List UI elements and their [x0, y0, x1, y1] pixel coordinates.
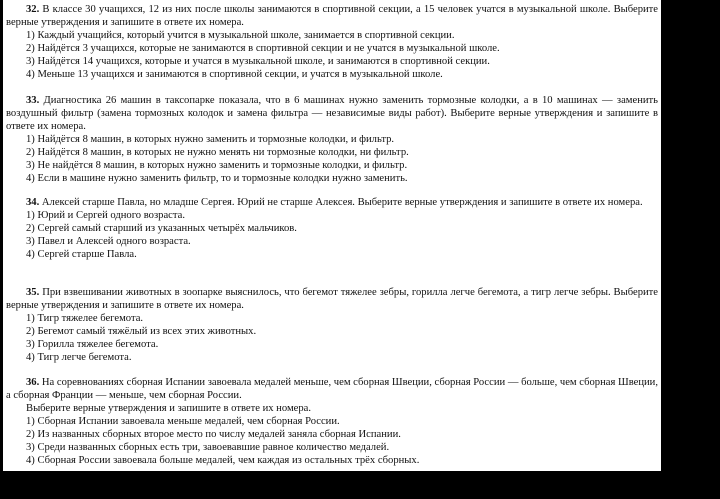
problem-text: Диагностика 26 машин в таксопарке показала, что в 6 машинах нужно заменить тормозные колодки, а в 10 машинах — заменить воздушный фильтр (замена тормозных колодок и замена фильтра — независимые виды работ). Выберите верные утверждения и запишите в ответе их номера. [6, 95, 658, 132]
problem-instruction: Выберите верные утверждения и запишите в ответе их номера. [26, 403, 311, 414]
problem-number: 34. [26, 197, 40, 208]
option: 3) Не найдётся 8 машин, в которых нужно заменить и тормозные колодки, и фильтр. [26, 160, 408, 171]
option: 2) Сергей самый старший из указанных четырёх мальчиков. [26, 223, 297, 234]
option: 2) Найдётся 3 учащихся, которые не занимаются в спортивной секции и не учатся в музыкальной школе. [26, 43, 500, 54]
option: 1) Юрий и Сергей одного возраста. [26, 210, 185, 221]
option: 4) Тигр легче бегемота. [26, 352, 132, 363]
option: 3) Горилла тяжелее бегемота. [26, 339, 159, 350]
option: 1) Найдётся 8 машин, в которых нужно заменить и тормозные колодки, и фильтр. [26, 134, 395, 145]
option: 4) Меньше 13 учащихся и занимаются в спортивной секции, и учатся в музыкальной школе. [26, 69, 443, 80]
problem-number: 32. [26, 4, 40, 15]
problem-number: 36. [26, 377, 40, 388]
option: 2) Найдётся 8 машин, в которых не нужно менять ни тормозные колодки, ни фильтр. [26, 147, 409, 158]
option: 3) Среди названных сборных есть три, завоевавшие равное количество медалей. [26, 442, 390, 453]
problem-36 [6, 376, 658, 467]
option: 4) Если в машине нужно заменить фильтр, то и тормозные колодки нужно заменить. [26, 173, 408, 184]
problem-35 [6, 286, 658, 364]
problem-text: В классе 30 учащихся, 12 из них после школы занимаются в спортивной секции, а 15 человек учатся в музыкальной школе. Выберите верные утверждения и запишите в ответе их номера. [6, 4, 658, 28]
problem-text: На соревнованиях сборная Испании завоевала медалей меньше, чем сборная Швеции, сборная России — больше, чем сборная Швеции, а сборная Франции — меньше, чем сборная России. [6, 377, 658, 401]
problem-text: Алексей старше Павла, но младше Сергея. Юрий не старше Алексея. Выберите верные утверждения и запишите в ответе их номера. [41, 197, 643, 208]
option: 1) Каждый учащийся, который учится в музыкальной школе, занимается в спортивной секции. [26, 30, 455, 41]
problem-text: При взвешивании животных в зоопарке выяснилось, что бегемот тяжелее зебры, горилла легче бегемота, а тигр легче зебры. Выберите верные утверждения и запишите в ответе их номера. [6, 287, 658, 311]
option: 4) Сборная России завоевала больше медалей, чем каждая из остальных трёх сборных. [26, 455, 420, 466]
problem-32 [6, 3, 658, 81]
option: 1) Сборная Испании завоевала меньше медалей, чем сборная России. [26, 416, 340, 427]
problem-number: 33. [26, 95, 40, 106]
viewer-background [661, 0, 720, 471]
option: 3) Павел и Алексей одного возраста. [26, 236, 191, 247]
worksheet-page [3, 0, 661, 471]
option: 3) Найдётся 14 учащихся, которые и учатся в музыкальной школе, и занимаются в спортивной секции. [26, 56, 490, 67]
problem-34 [6, 196, 658, 261]
problem-number: 35. [26, 287, 40, 298]
option: 4) Сергей старше Павла. [26, 249, 137, 260]
option: 1) Тигр тяжелее бегемота. [26, 313, 144, 324]
problem-33 [6, 94, 658, 185]
option: 2) Бегемот самый тяжёлый из всех этих животных. [26, 326, 257, 337]
option: 2) Из названных сборных второе место по числу медалей заняла сборная Испании. [26, 429, 401, 440]
